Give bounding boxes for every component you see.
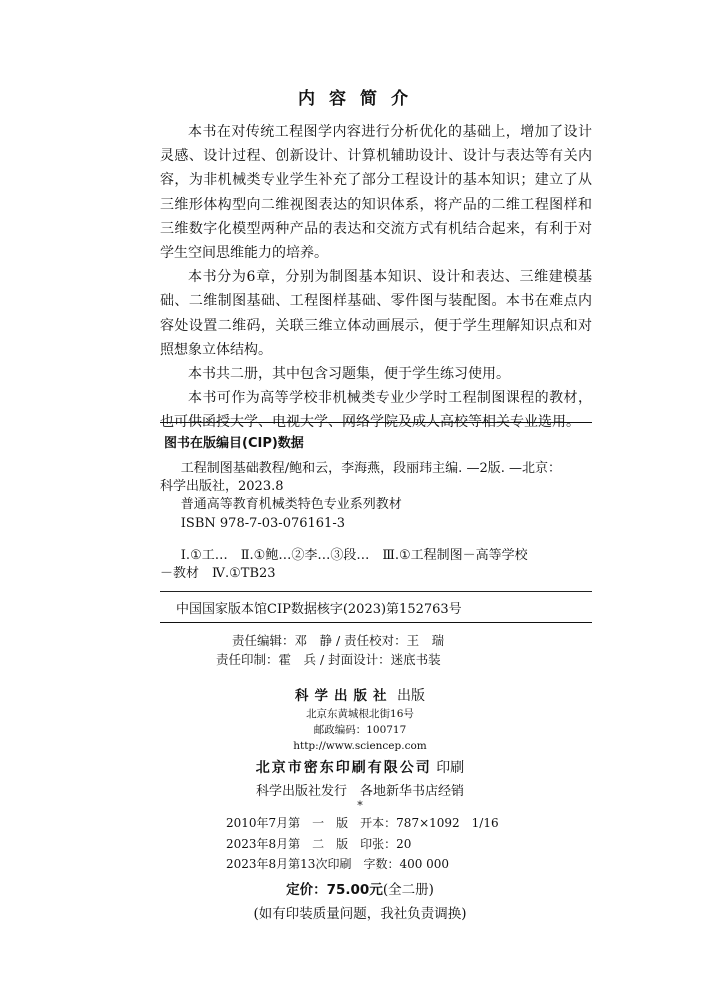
price-label: 定价：75.00元	[286, 882, 383, 898]
asterisk-separator: *	[357, 799, 363, 812]
cip-series-line: 普通高等教育机械类特色专业系列教材	[180, 497, 402, 513]
cip-heading: 图书在版编目(CIP)数据	[164, 436, 304, 451]
intro-paragraph: 本书可作为高等学校非机械类专业少学时工程制图课程的教材，也可供函授大学、电视大学、网络学院及成人高校等相关专业选用。	[160, 390, 592, 431]
cip-middle-rule	[160, 591, 592, 592]
address-line: 北京东黄城根北街16号	[306, 708, 414, 720]
intro-paragraph: 本书共二册，其中包含习题集，便于学生练习使用。	[188, 366, 510, 383]
cip-subjects-line: Ⅰ.①工… Ⅱ.①鲍…②李…③段… Ⅲ.①工程制图－高等学校	[180, 548, 528, 563]
quality-notice: (如有印装质量问题，我社负责调换)	[253, 906, 467, 922]
intro-title: 内容简介	[298, 89, 422, 109]
intro-paragraph: 本书在对传统工程图学内容进行分析优化的基础上，增加了设计灵感、设计过程、创新设计、计算机辅助设计、设计与表达等有关内容，为非机械类专业学生补充了部分工程设计的基本知识；建立了从三维形体构型向二维视图表达的知识体系，将产品的二维工程图样和三维数字化模型两种产品的表达和交流方式有机结合起来，有利于对学生空间思维能力的培养。	[160, 124, 592, 262]
edition-row: 2023年8月第13次印刷 字数：400 000	[226, 857, 450, 871]
website-line: http://www.sciencep.com	[293, 740, 427, 752]
edition-row: 2023年8月第 二 版 印张：20	[226, 836, 412, 851]
printer-line	[0, 757, 720, 777]
cip-top-rule	[160, 422, 592, 423]
postcode-line: 邮政编码：100717	[313, 724, 407, 736]
credits-production: 责任印制：霍 兵 / 封面设计：迷底书装	[216, 652, 441, 667]
publisher-suffix: 出版	[396, 688, 425, 704]
price-line	[0, 878, 720, 898]
intro-paragraph: 本书分为6章，分别为制图基本知识、设计和表达、三维建模基础、二维制图基础、工程图样基础、零件图与装配图。本书在难点内容处设置二维码，关联三维立体动画展示，便于学生理解知识点和对照想象立体结构。	[160, 269, 592, 358]
edition-row: 2010年7月第 一 版 开本：787×1092 1/16	[226, 816, 499, 830]
printer-suffix: 印刷	[436, 760, 465, 776]
publisher-address	[0, 706, 720, 754]
cip-number: 中国国家版本馆CIP数据核字(2023)第152763号	[176, 602, 462, 617]
credits-editors: 责任编辑：邓 静 / 责任校对：王 瑞	[232, 633, 445, 648]
price-note: (全二册)	[382, 882, 434, 898]
edition-info	[226, 813, 499, 875]
cip-isbn: ISBN 978-7-03-076161-3	[180, 515, 345, 531]
publisher-name: 科学出版社	[295, 688, 393, 704]
cip-record	[160, 460, 592, 533]
cip-subjects-line: －教材 Ⅳ.①TB23	[160, 566, 276, 582]
intro-text	[160, 120, 592, 435]
cip-title-line: 工程制图基础教程/鲍和云，李海燕，段丽玮主编. —2版. —北京：	[180, 461, 561, 476]
printer-name: 北京市密东印刷有限公司	[255, 760, 432, 776]
publisher-line	[0, 684, 720, 705]
cip-bottom-rule	[160, 622, 592, 623]
cip-publisher-line: 科学出版社，2023.8	[160, 479, 284, 495]
cip-subjects	[160, 547, 592, 584]
distribution-line: 科学出版社发行 各地新华书店经销	[255, 784, 464, 799]
